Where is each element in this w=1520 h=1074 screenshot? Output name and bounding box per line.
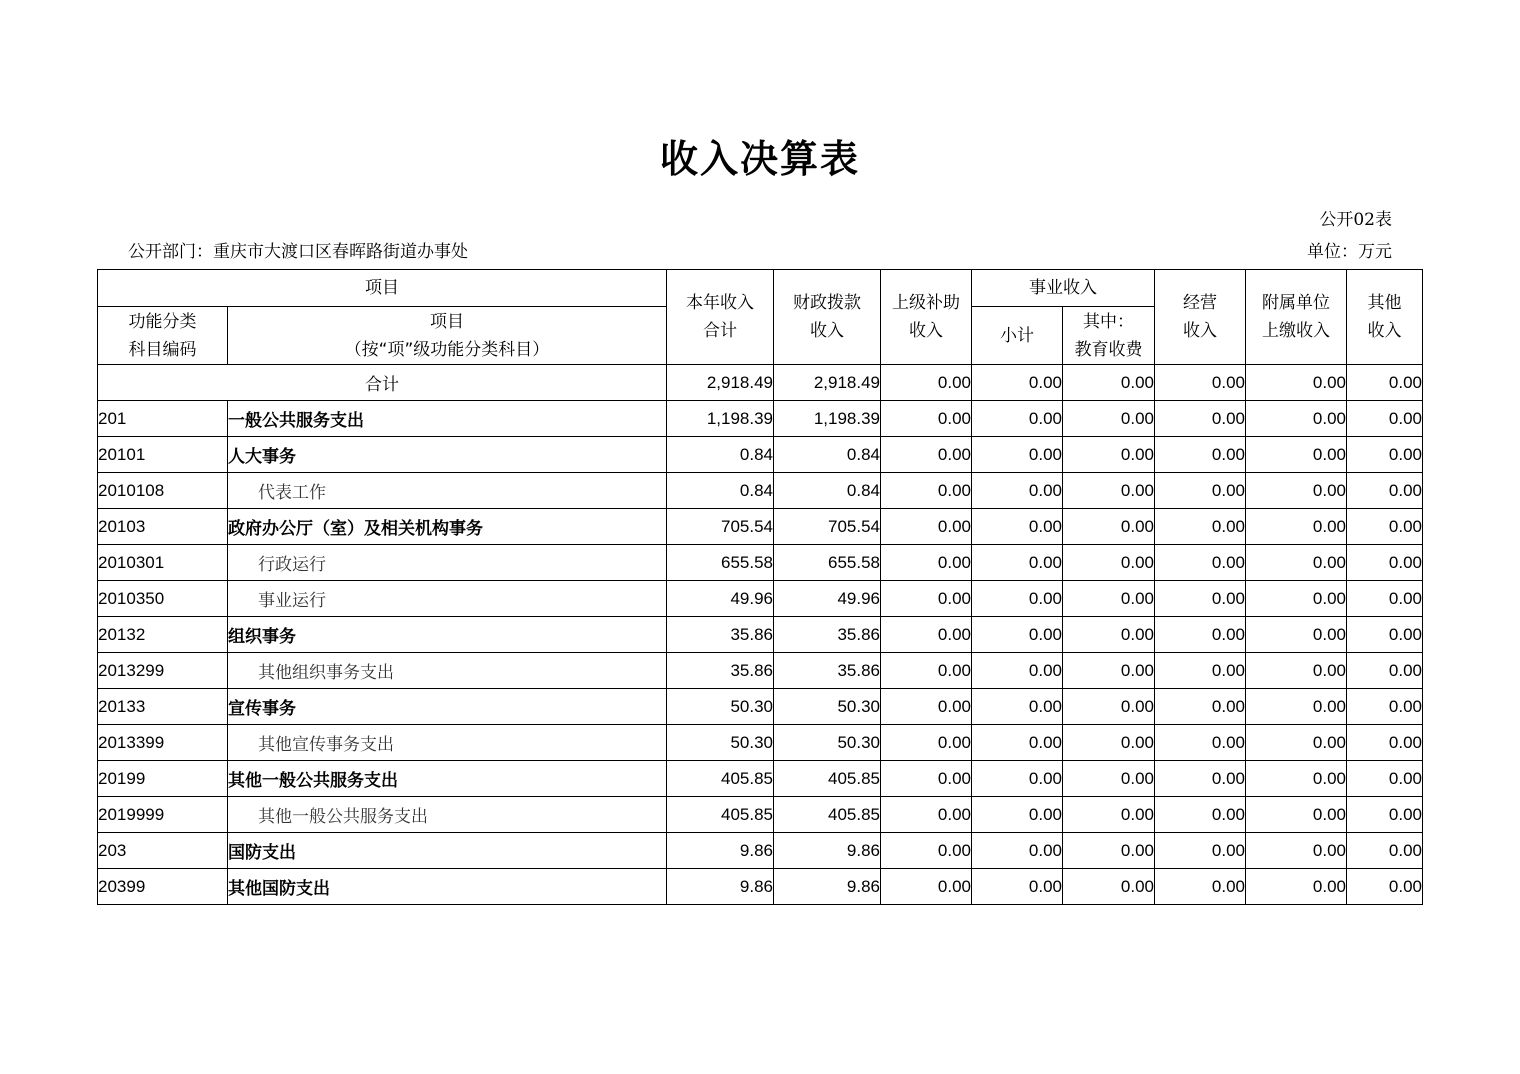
- department-label: 公开部门：重庆市大渡口区春晖路街道办事处: [128, 242, 468, 262]
- row-code: 203: [98, 833, 228, 869]
- table-row: [98, 689, 1423, 725]
- total-row: [98, 365, 1423, 401]
- row-name: 行政运行: [228, 545, 667, 581]
- table-row: [98, 509, 1423, 545]
- row-value: 0.00: [1246, 581, 1347, 617]
- row-name: 国防支出: [228, 833, 667, 869]
- row-value: 0.00: [881, 545, 972, 581]
- header-business: 事业收入: [972, 270, 1155, 307]
- row-value: 0.00: [1063, 401, 1155, 437]
- row-value: 0.00: [1347, 437, 1423, 473]
- row-code: 2010301: [98, 545, 228, 581]
- row-value: 0.84: [667, 437, 774, 473]
- row-value: 0.00: [1155, 473, 1246, 509]
- row-value: 35.86: [774, 617, 881, 653]
- table-row: [98, 401, 1423, 437]
- row-value: 0.00: [1155, 581, 1246, 617]
- row-value: 0.00: [1246, 797, 1347, 833]
- table-row: [98, 725, 1423, 761]
- row-value: 0.00: [972, 473, 1063, 509]
- unit-label: 单位：万元: [1307, 242, 1392, 262]
- row-value: 0.00: [1246, 617, 1347, 653]
- row-value: 0.00: [1155, 761, 1246, 797]
- row-value: 0.00: [1347, 581, 1423, 617]
- row-value: 0.00: [881, 617, 972, 653]
- row-value: 0.84: [774, 437, 881, 473]
- row-value: 35.86: [774, 653, 881, 689]
- row-value: 0.00: [1063, 437, 1155, 473]
- row-value: 49.96: [667, 581, 774, 617]
- row-value: 0.00: [1155, 437, 1246, 473]
- row-value: 0.00: [1155, 401, 1246, 437]
- row-value: 0.00: [1063, 509, 1155, 545]
- row-name: 事业运行: [228, 581, 667, 617]
- row-code: 2010350: [98, 581, 228, 617]
- row-value: 0.00: [1246, 509, 1347, 545]
- row-value: 0.00: [972, 761, 1063, 797]
- row-value: 0.00: [1063, 869, 1155, 905]
- row-value: 50.30: [774, 725, 881, 761]
- row-value: 0.00: [1246, 437, 1347, 473]
- row-value: 405.85: [667, 761, 774, 797]
- header-item: 项目: [98, 270, 667, 307]
- row-value: 0.00: [1155, 725, 1246, 761]
- row-value: 0.00: [1155, 545, 1246, 581]
- table-row: [98, 473, 1423, 509]
- row-name: 宣传事务: [228, 689, 667, 725]
- row-value: 50.30: [667, 725, 774, 761]
- row-value: 0.00: [1246, 725, 1347, 761]
- row-value: 9.86: [774, 833, 881, 869]
- form-number: 公开02表: [1319, 210, 1392, 230]
- row-value: 0.00: [1155, 509, 1246, 545]
- row-value: 0.00: [881, 401, 972, 437]
- row-value: 0.00: [881, 689, 972, 725]
- header-subtotal: 小计: [972, 307, 1063, 365]
- total-label: 合计: [98, 365, 667, 401]
- header-item-name: 项目 （按“项”级功能分类科目）: [228, 307, 667, 365]
- row-value: 0.00: [881, 761, 972, 797]
- row-value: 0.00: [1155, 653, 1246, 689]
- row-value: 0.00: [881, 473, 972, 509]
- row-value: 0.00: [1246, 545, 1347, 581]
- row-value: 0.00: [1347, 545, 1423, 581]
- table-row: [98, 437, 1423, 473]
- table-row: [98, 653, 1423, 689]
- row-value: 0.00: [881, 437, 972, 473]
- table-row: [98, 545, 1423, 581]
- row-value: 0.00: [1347, 617, 1423, 653]
- row-name: 政府办公厅（室）及相关机构事务: [228, 509, 667, 545]
- total-value: 0.00: [1347, 365, 1423, 401]
- row-value: 9.86: [667, 869, 774, 905]
- row-value: 0.00: [1063, 545, 1155, 581]
- total-value: 0.00: [881, 365, 972, 401]
- total-value: 0.00: [1246, 365, 1347, 401]
- row-value: 0.00: [1246, 761, 1347, 797]
- row-value: 405.85: [667, 797, 774, 833]
- row-value: 0.00: [1347, 725, 1423, 761]
- row-value: 50.30: [774, 689, 881, 725]
- row-value: 0.00: [881, 581, 972, 617]
- header-other: 其他 收入: [1347, 270, 1423, 365]
- row-value: 0.00: [1155, 797, 1246, 833]
- row-value: 0.00: [972, 797, 1063, 833]
- row-value: 0.00: [1347, 401, 1423, 437]
- row-code: 20399: [98, 869, 228, 905]
- row-value: 0.00: [972, 617, 1063, 653]
- row-value: 0.84: [667, 473, 774, 509]
- row-value: 49.96: [774, 581, 881, 617]
- row-value: 0.00: [1155, 833, 1246, 869]
- row-code: 201: [98, 401, 228, 437]
- row-code: 20101: [98, 437, 228, 473]
- total-value: 0.00: [972, 365, 1063, 401]
- row-code: 20133: [98, 689, 228, 725]
- table-row: [98, 797, 1423, 833]
- row-name: 其他一般公共服务支出: [228, 797, 667, 833]
- row-value: 655.58: [774, 545, 881, 581]
- row-value: 0.84: [774, 473, 881, 509]
- table-row: [98, 617, 1423, 653]
- header-edu-fee: 其中： 教育收费: [1063, 307, 1155, 365]
- row-value: 0.00: [1347, 833, 1423, 869]
- header-total: 本年收入 合计: [667, 270, 774, 365]
- row-value: 0.00: [1347, 869, 1423, 905]
- row-value: 0.00: [972, 869, 1063, 905]
- row-value: 0.00: [1246, 473, 1347, 509]
- table-row: [98, 581, 1423, 617]
- row-code: 2019999: [98, 797, 228, 833]
- row-name: 一般公共服务支出: [228, 401, 667, 437]
- row-value: 0.00: [1246, 653, 1347, 689]
- total-value: 2,918.49: [667, 365, 774, 401]
- row-value: 655.58: [667, 545, 774, 581]
- row-value: 0.00: [881, 725, 972, 761]
- row-code: 2010108: [98, 473, 228, 509]
- row-value: 0.00: [1246, 869, 1347, 905]
- row-value: 1,198.39: [774, 401, 881, 437]
- row-value: 9.86: [774, 869, 881, 905]
- row-name: 代表工作: [228, 473, 667, 509]
- row-code: 2013399: [98, 725, 228, 761]
- row-value: 0.00: [881, 869, 972, 905]
- row-value: 0.00: [1347, 509, 1423, 545]
- row-value: 0.00: [1347, 797, 1423, 833]
- row-value: 0.00: [1063, 833, 1155, 869]
- row-value: 50.30: [667, 689, 774, 725]
- row-value: 0.00: [1347, 761, 1423, 797]
- total-value: 0.00: [1063, 365, 1155, 401]
- total-value: 0.00: [1155, 365, 1246, 401]
- row-value: 0.00: [972, 509, 1063, 545]
- row-code: 2013299: [98, 653, 228, 689]
- row-value: 705.54: [667, 509, 774, 545]
- row-value: 0.00: [972, 437, 1063, 473]
- table-row: [98, 869, 1423, 905]
- row-value: 0.00: [1063, 797, 1155, 833]
- row-value: 0.00: [972, 833, 1063, 869]
- header-affiliated: 附属单位 上缴收入: [1246, 270, 1347, 365]
- row-value: 0.00: [1063, 617, 1155, 653]
- header-superior: 上级补助 收入: [881, 270, 972, 365]
- row-name: 组织事务: [228, 617, 667, 653]
- page-title: 收入决算表: [659, 137, 860, 181]
- row-value: 405.85: [774, 797, 881, 833]
- row-value: 35.86: [667, 617, 774, 653]
- row-value: 0.00: [1063, 689, 1155, 725]
- header-fiscal: 财政拨款 收入: [774, 270, 881, 365]
- row-value: 0.00: [972, 401, 1063, 437]
- row-value: 0.00: [1155, 869, 1246, 905]
- row-code: 20199: [98, 761, 228, 797]
- row-value: 0.00: [972, 725, 1063, 761]
- row-code: 20132: [98, 617, 228, 653]
- row-code: 20103: [98, 509, 228, 545]
- row-value: 0.00: [1063, 581, 1155, 617]
- row-name: 人大事务: [228, 437, 667, 473]
- row-value: 1,198.39: [667, 401, 774, 437]
- total-value: 2,918.49: [774, 365, 881, 401]
- header-operating: 经营 收入: [1155, 270, 1246, 365]
- row-value: 0.00: [1155, 617, 1246, 653]
- row-value: 0.00: [1246, 401, 1347, 437]
- row-value: 0.00: [1155, 689, 1246, 725]
- row-value: 0.00: [881, 653, 972, 689]
- row-value: 0.00: [1347, 473, 1423, 509]
- row-value: 0.00: [1063, 473, 1155, 509]
- header-func-code: 功能分类 科目编码: [98, 307, 228, 365]
- row-name: 其他国防支出: [228, 869, 667, 905]
- row-value: 0.00: [1246, 833, 1347, 869]
- row-name: 其他宣传事务支出: [228, 725, 667, 761]
- row-value: 0.00: [1347, 653, 1423, 689]
- income-table: [97, 269, 1423, 905]
- table-row: [98, 833, 1423, 869]
- row-value: 0.00: [881, 833, 972, 869]
- row-value: 0.00: [972, 545, 1063, 581]
- row-value: 0.00: [972, 581, 1063, 617]
- row-value: 0.00: [972, 653, 1063, 689]
- row-value: 0.00: [1246, 689, 1347, 725]
- row-value: 0.00: [1063, 761, 1155, 797]
- row-value: 0.00: [1063, 725, 1155, 761]
- row-value: 0.00: [1063, 653, 1155, 689]
- row-value: 0.00: [881, 797, 972, 833]
- row-value: 35.86: [667, 653, 774, 689]
- row-value: 0.00: [881, 509, 972, 545]
- row-value: 0.00: [1347, 689, 1423, 725]
- row-name: 其他组织事务支出: [228, 653, 667, 689]
- row-value: 705.54: [774, 509, 881, 545]
- row-value: 405.85: [774, 761, 881, 797]
- row-name: 其他一般公共服务支出: [228, 761, 667, 797]
- row-value: 0.00: [972, 689, 1063, 725]
- row-value: 9.86: [667, 833, 774, 869]
- table-row: [98, 761, 1423, 797]
